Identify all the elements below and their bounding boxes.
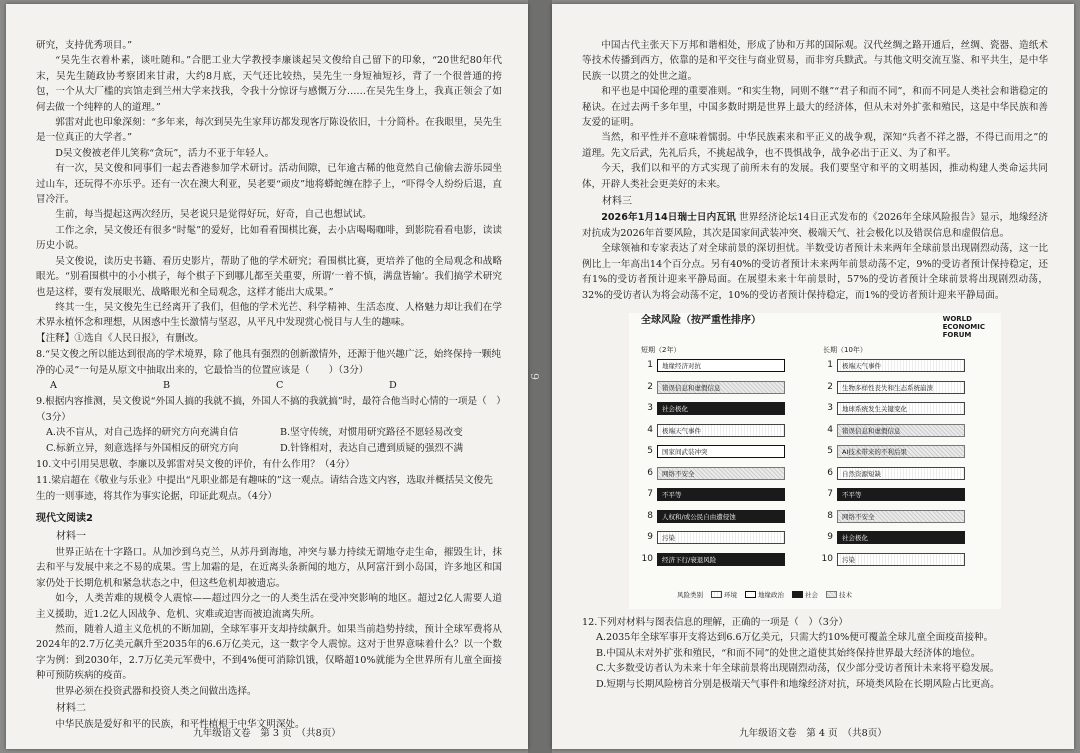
risk-bar: 污染 bbox=[837, 553, 965, 566]
short_term-risk-row bbox=[641, 380, 785, 394]
article-paragraph: 吴文俊说，读历史书籍、看历史影片，帮助了他的学术研究；看围棋比赛，更培养了他的全局观念和战略眼光。“别看围棋中的小小棋子，每个棋子下到哪儿都至关重要，所谓‘一着不慎，满盘皆输’。我们搞学术研究也是这样，要有发展眼光、战略眼光和全局观念，这样才能出大成果。” bbox=[36, 255, 502, 298]
material-2-continued bbox=[582, 38, 1048, 192]
article-paragraph: “吴先生衣着朴素，谈吐随和。”合肥工业大学教授李廉谈起吴文俊给自己留下的印象，“20世纪80年代末，吴先生随政协考察团来甘肃，大约8月底，天气还比较热，吴先生一身短袖短衫，背了一个很普通的挎包，一个从大厂槛的宾馆走到兰州大学来找我，令我十分惊讶与感慨万分……在吴先生身上，我真正领会了如何去做一个纯粹的人的道理。” bbox=[36, 55, 502, 113]
short_term-risk-row bbox=[641, 402, 785, 416]
risk-bar: AI技术带来的不利后果 bbox=[837, 445, 965, 458]
risk-rank: 7 bbox=[827, 489, 833, 500]
material-2-label: 材料二 bbox=[56, 703, 86, 715]
risk-bar: 网络不安全 bbox=[657, 467, 785, 480]
question-11: 11.梁启超在《敬业与乐业》中提出“凡职业都是有趣味的”这一观点。请结合选文内容，选取并概括吴文俊先生的一则事迹，将其作为事实论据，印证此观点。（4分） bbox=[36, 475, 493, 502]
page-4-content bbox=[582, 38, 1048, 719]
material-3-lead-text: 世界经济论坛14日正式发布的《2026年全球风险报告》显示，地缘经济对抗成为2026年首要风险，其次是国家间武装冲突、极端天气、社会极化以及错误信息和虚假信息。 bbox=[582, 212, 1048, 239]
page-4 bbox=[552, 4, 1074, 749]
risk-bar: 生物多样性丧失和生态系统崩溃 bbox=[837, 381, 965, 394]
long_term-risk-row bbox=[821, 552, 965, 566]
question-12-option: B.中国从未对外扩张和殖民，“和而不同”的处世之道使其始终保持世界最大经济体的地位。 bbox=[596, 647, 981, 659]
long_term-risk-row bbox=[821, 488, 965, 502]
short_term-risk-row bbox=[641, 466, 785, 480]
article-paragraph: D吴文俊被老伴儿笑称“贪玩”，活力不亚于年轻人。 bbox=[55, 147, 275, 159]
spine-mark: 9 bbox=[528, 373, 541, 380]
material-1-paragraph: 然而，随着人道主义危机的不断加剧，全球军事开支却持续飙升。如果当前趋势持续，预计全球军费将从2024年的2.7万亿美元飙升至2035年的6.6万亿美元，这一数字令人震惊。这对于世界意味着什么？以一个数字为例：到2030年，2.7万亿美元军费中，不到4%便可消除饥饿，仅略超10%就能为全世界所有儿童全面接种可预防疾病的疫苗。 bbox=[36, 624, 502, 682]
material-1 bbox=[36, 545, 502, 699]
short_term-risk-row bbox=[641, 488, 785, 502]
article-paragraph: 郭雷对此也印象深刻：“多年来，每次到吴先生家拜访都发现客厅陈设依旧，十分简朴。在我眼里，吴先生是一位真正的大学者。” bbox=[36, 117, 502, 144]
risk-rank: 10 bbox=[821, 553, 833, 564]
wef-logo bbox=[943, 315, 985, 339]
long_term-risk-row bbox=[821, 445, 965, 459]
legend-item-technological bbox=[826, 588, 852, 603]
risk-bar: 自然资源短缺 bbox=[837, 467, 965, 480]
question-9-options bbox=[36, 425, 502, 456]
risk-bar: 地球系统发生关键变化 bbox=[837, 402, 965, 415]
short_term-risk-row bbox=[641, 509, 785, 523]
risk-bar: 社会极化 bbox=[657, 402, 785, 415]
risk-rank: 2 bbox=[647, 381, 653, 392]
risk-rank: 8 bbox=[647, 510, 653, 521]
article-paragraph: 研究，支持优秀项目。” bbox=[36, 40, 133, 51]
short_term-risk-row bbox=[641, 445, 785, 459]
long_term-risk-row bbox=[821, 380, 965, 394]
risk-bar: 人权和/或公民自由遭侵蚀 bbox=[657, 510, 785, 523]
risk-rank: 10 bbox=[641, 553, 653, 564]
global-risks-chart bbox=[629, 313, 1001, 609]
risk-rank: 5 bbox=[827, 446, 833, 457]
material-1-paragraph: 世界正站在十字路口。从加沙到乌克兰，从苏丹到海地，冲突与暴力持续无谓地夺走生命，摧毁生计，抹去和平与发展中来之不易的成果。雪上加霜的是，在近离头条新闻的地方，从阿富汗到小岛国，许多地区和国家仍处于长期危机和紧急状态之中，但这些危机却被遗忘。 bbox=[36, 547, 502, 589]
material-3-label: 材料三 bbox=[602, 196, 632, 208]
risk-rank: 4 bbox=[647, 424, 653, 435]
article-paragraphs bbox=[36, 38, 502, 346]
question-9-option: B.坚守传统，对惯用研究路径不愿轻易改变 bbox=[280, 427, 463, 439]
page-4-footer: 九年级语文卷 第 4 页 （共8页） bbox=[739, 728, 887, 739]
risk-bar: 不平等 bbox=[657, 488, 785, 501]
risk-rank: 9 bbox=[827, 532, 833, 543]
page-3-footer: 九年级语文卷 第 3 页 （共8页） bbox=[193, 728, 341, 739]
logo-line: FORUM bbox=[942, 330, 972, 339]
long_term-risk-row bbox=[821, 359, 965, 373]
logo-line: ECONOMIC bbox=[942, 322, 985, 331]
risk-rank: 6 bbox=[647, 467, 653, 478]
question-8: 8.“吴文俊之所以能达到很高的学术境界，除了他具有强烈的创新激情外，还源于他兴趣广泛，始终保持一颗纯净的心灵”一句是从原文中抽取出来的，它最恰当的位置应该是（ ）（3分） bbox=[36, 349, 501, 376]
long_term-risk-row bbox=[821, 423, 965, 437]
risk-bar: 污染 bbox=[657, 531, 785, 544]
material-paragraph: 今天，我们以和平的方式实现了前所未有的发展。我们要坚守和平的文明基因，推动构建人类命运共同体，开辟人类社会更美好的未来。 bbox=[582, 163, 1048, 190]
article-paragraph: 生前，每当提起这两次经历，吴老说只是觉得好玩，好奇，自己也想试试。 bbox=[55, 209, 372, 221]
legend-label: 社会 bbox=[805, 590, 818, 599]
risk-rank: 9 bbox=[647, 532, 653, 543]
risk-bar: 错误信息和虚假信息 bbox=[837, 424, 965, 437]
risk-bar: 错误信息和虚假信息 bbox=[657, 381, 785, 394]
legend-label: 环境 bbox=[724, 590, 737, 599]
material-paragraph: 当然，和平性并不意味着懦弱。中华民族素来和平正义的战争观，深知“兵者不祥之器，不得已而用之”的道理。先文后武，先礼后兵，不挑起战争，也不畏惧战争，战争必出于正义、为了和平。 bbox=[582, 132, 1048, 159]
article-paragraph: 有一次，吴文俊和同事们一起去香港参加学术研讨。活动间隙，已年逾古稀的他竟然自己偷偷去游乐园坐过山车，还玩得不亦乐乎。还有一次在澳大利亚，吴老要“顽皮”地将蟒蛇缠在脖子上，“吓得令人纷纷后退，直冒冷汗。 bbox=[36, 163, 502, 206]
question-8-options bbox=[36, 378, 502, 393]
section-title: 现代文阅读2 bbox=[36, 513, 93, 525]
long_term-risk-row bbox=[821, 466, 965, 480]
legend-swatch bbox=[711, 591, 722, 598]
material-1-paragraph: 世界必须在投资武器和投资人类之间做出选择。 bbox=[55, 685, 257, 697]
risk-rank: 3 bbox=[647, 403, 653, 414]
question-12-option: D.短期与长期风险榜首分别是极端天气事件和地缘经济对抗，环境类风险在长期风险占比更高。 bbox=[596, 678, 1000, 690]
short_term-risk-row bbox=[641, 423, 785, 437]
material-1-label: 材料一 bbox=[56, 530, 86, 542]
material-3-dateline: 2026年1月14日瑞士日内瓦讯 bbox=[601, 212, 736, 224]
question-9: 9.根据内容推测，吴文俊说“外国人搞的我就不搞，外国人不搞的我就搞”时，最符合他当时心情的一项是（ ）（3分） bbox=[36, 396, 502, 423]
question-10: 10.文中引用吴思敬、李廉以及郭雷对吴文俊的评价，有什么作用？（4分） bbox=[36, 458, 355, 470]
article-paragraph: 工作之余，吴文俊还有很多“时髦”的爱好，比如看看围棋比赛，去小店喝喝咖啡，到影院看看电影，读读历史小说。 bbox=[36, 224, 502, 252]
risk-bar: 社会极化 bbox=[837, 531, 965, 544]
legend-swatch bbox=[826, 591, 837, 598]
legend-title: 风险类别 bbox=[677, 590, 703, 599]
article-paragraph: 【注释】①选自《人民日报》，有删改。 bbox=[36, 332, 204, 344]
risk-rank: 6 bbox=[827, 467, 833, 478]
option-d: D bbox=[389, 379, 397, 391]
article-paragraph: 终其一生，吴文俊先生已经离开了我们，但他的学术光芒、科学精神、生活态度、人格魅力却让我们在学术界永植怀念和理想，从困惑中生长激情与坚忍，从平凡中发现赏心悦目与人生的趣味。 bbox=[36, 301, 502, 329]
long_term-risk-row bbox=[821, 402, 965, 416]
risk-rank: 1 bbox=[647, 360, 653, 371]
risk-rank: 8 bbox=[827, 510, 833, 521]
legend-item-societal bbox=[792, 588, 818, 603]
legend-swatch bbox=[745, 591, 756, 598]
option-b: B bbox=[163, 379, 171, 391]
risk-rank: 2 bbox=[827, 381, 833, 392]
question-9-option: D.针锋相对，表达自己遭到质疑的强烈不满 bbox=[280, 442, 464, 454]
risk-bar: 网络不安全 bbox=[837, 510, 965, 523]
risk-rank: 7 bbox=[647, 489, 653, 500]
question-12-option: C.大多数受访者认为未来十年全球前景将出现剧烈动荡，仅少部分受访者预计未来将平稳发展。 bbox=[596, 663, 1000, 675]
risk-bar: 国家间武装冲突 bbox=[657, 445, 785, 458]
short_term-risk-row bbox=[641, 359, 785, 373]
legend-label: 地缘政治 bbox=[758, 590, 784, 599]
material-1-paragraph: 如今，人类苦难的规模令人震惊——超过四分之一的人类生活在受冲突影响的地区。超过2亿人需要人道主义援助，近1.2亿人因战争、危机、灾难或迫害而被迫流离失所。 bbox=[36, 593, 502, 620]
risk-bar: 经济下行/衰退风险 bbox=[657, 553, 785, 566]
question-12-option: A.2035年全球军事开支将达到6.6万亿美元，只需大约10%便可覆盖全球儿童全面疫苗接种。 bbox=[596, 632, 994, 644]
material-3-paragraph: 全球领袖和专家表达了对全球前景的深切担忧。半数受访者预计未来两年全球前景出现剧烈动荡，这一比例比上一年高出14个百分点。另有40%的受访者预计未来两年前景动荡不定，9%的受访者预计保持稳定，还有1%的受访者预计迎来平静局面。在展望未来十年前景时，57%的受访者预计全球前景将出现剧烈动荡，32%的受访者认为将会动荡不定，10%的受访者预计保持稳定，而1%的受访者预计迎来平静局面。 bbox=[582, 243, 1048, 301]
material-paragraph: 和平也是中国伦理的重要准则。“和实生物，同则不继”“君子和而不同”，和而不同是人类社会和谐稳定的秘诀。在过去两千多年里，中国多数时期是世界上最大的经济体，但从未对外扩张和殖民，这是中华民族和善友爱的证明。 bbox=[582, 86, 1048, 129]
long_term-risk-row bbox=[821, 531, 965, 545]
legend-item-geopolitical bbox=[745, 588, 784, 603]
risk-rank: 3 bbox=[827, 403, 833, 414]
question-12: 12.下列对材料与图表信息的理解，正确的一项是（ ）（3分） bbox=[582, 616, 848, 628]
risk-bar: 地缘经济对抗 bbox=[657, 359, 785, 372]
legend-label: 技术 bbox=[839, 590, 852, 599]
risk-rank: 4 bbox=[827, 424, 833, 435]
risk-bar: 不平等 bbox=[837, 488, 965, 501]
legend-item-environmental bbox=[711, 588, 737, 603]
option-c: C bbox=[276, 379, 284, 391]
short_term-risk-row bbox=[641, 552, 785, 566]
question-9-option: C.标新立异，刻意选择与外国相反的研究方向 bbox=[46, 442, 239, 454]
material-2-text: 中华民族是爱好和平的民族，和平性植根于中华文明深处。 bbox=[55, 719, 305, 731]
page-3 bbox=[6, 4, 528, 749]
chart-title: 全球风险（按严重性排序） bbox=[641, 314, 761, 326]
legend-swatch bbox=[792, 591, 803, 598]
page-3-content bbox=[36, 38, 502, 731]
risk-rank: 5 bbox=[647, 446, 653, 457]
question-9-option: A.决不盲从，对自己选择的研究方向充满自信 bbox=[46, 427, 239, 439]
long_term-risk-row bbox=[821, 509, 965, 523]
question-12-options bbox=[582, 630, 1048, 692]
option-a: A bbox=[50, 379, 57, 391]
risk-bar: 极端天气事件 bbox=[837, 359, 965, 372]
logo-line: WORLD bbox=[942, 314, 972, 323]
short_term-risk-row bbox=[641, 531, 785, 545]
risk-bar: 极端天气事件 bbox=[657, 424, 785, 437]
short-term-label: 短期（2年） bbox=[641, 345, 681, 354]
long-term-label: 长期（10年） bbox=[823, 345, 867, 354]
chart-legend bbox=[677, 588, 852, 603]
material-3-lead bbox=[582, 210, 1048, 241]
material-paragraph: 中国古代主张天下万邦和谐相处，形成了协和万邦的国际观。汉代丝绸之路开通后，丝绸、瓷器、造纸术等技术传播到西方，依靠的是和平交往与商业贸易，而非穷兵黩武。与其他文明交流互鉴、和平共生，是中华民族一以贯之的处世之道。 bbox=[582, 40, 1048, 82]
risk-rank: 1 bbox=[827, 360, 833, 371]
